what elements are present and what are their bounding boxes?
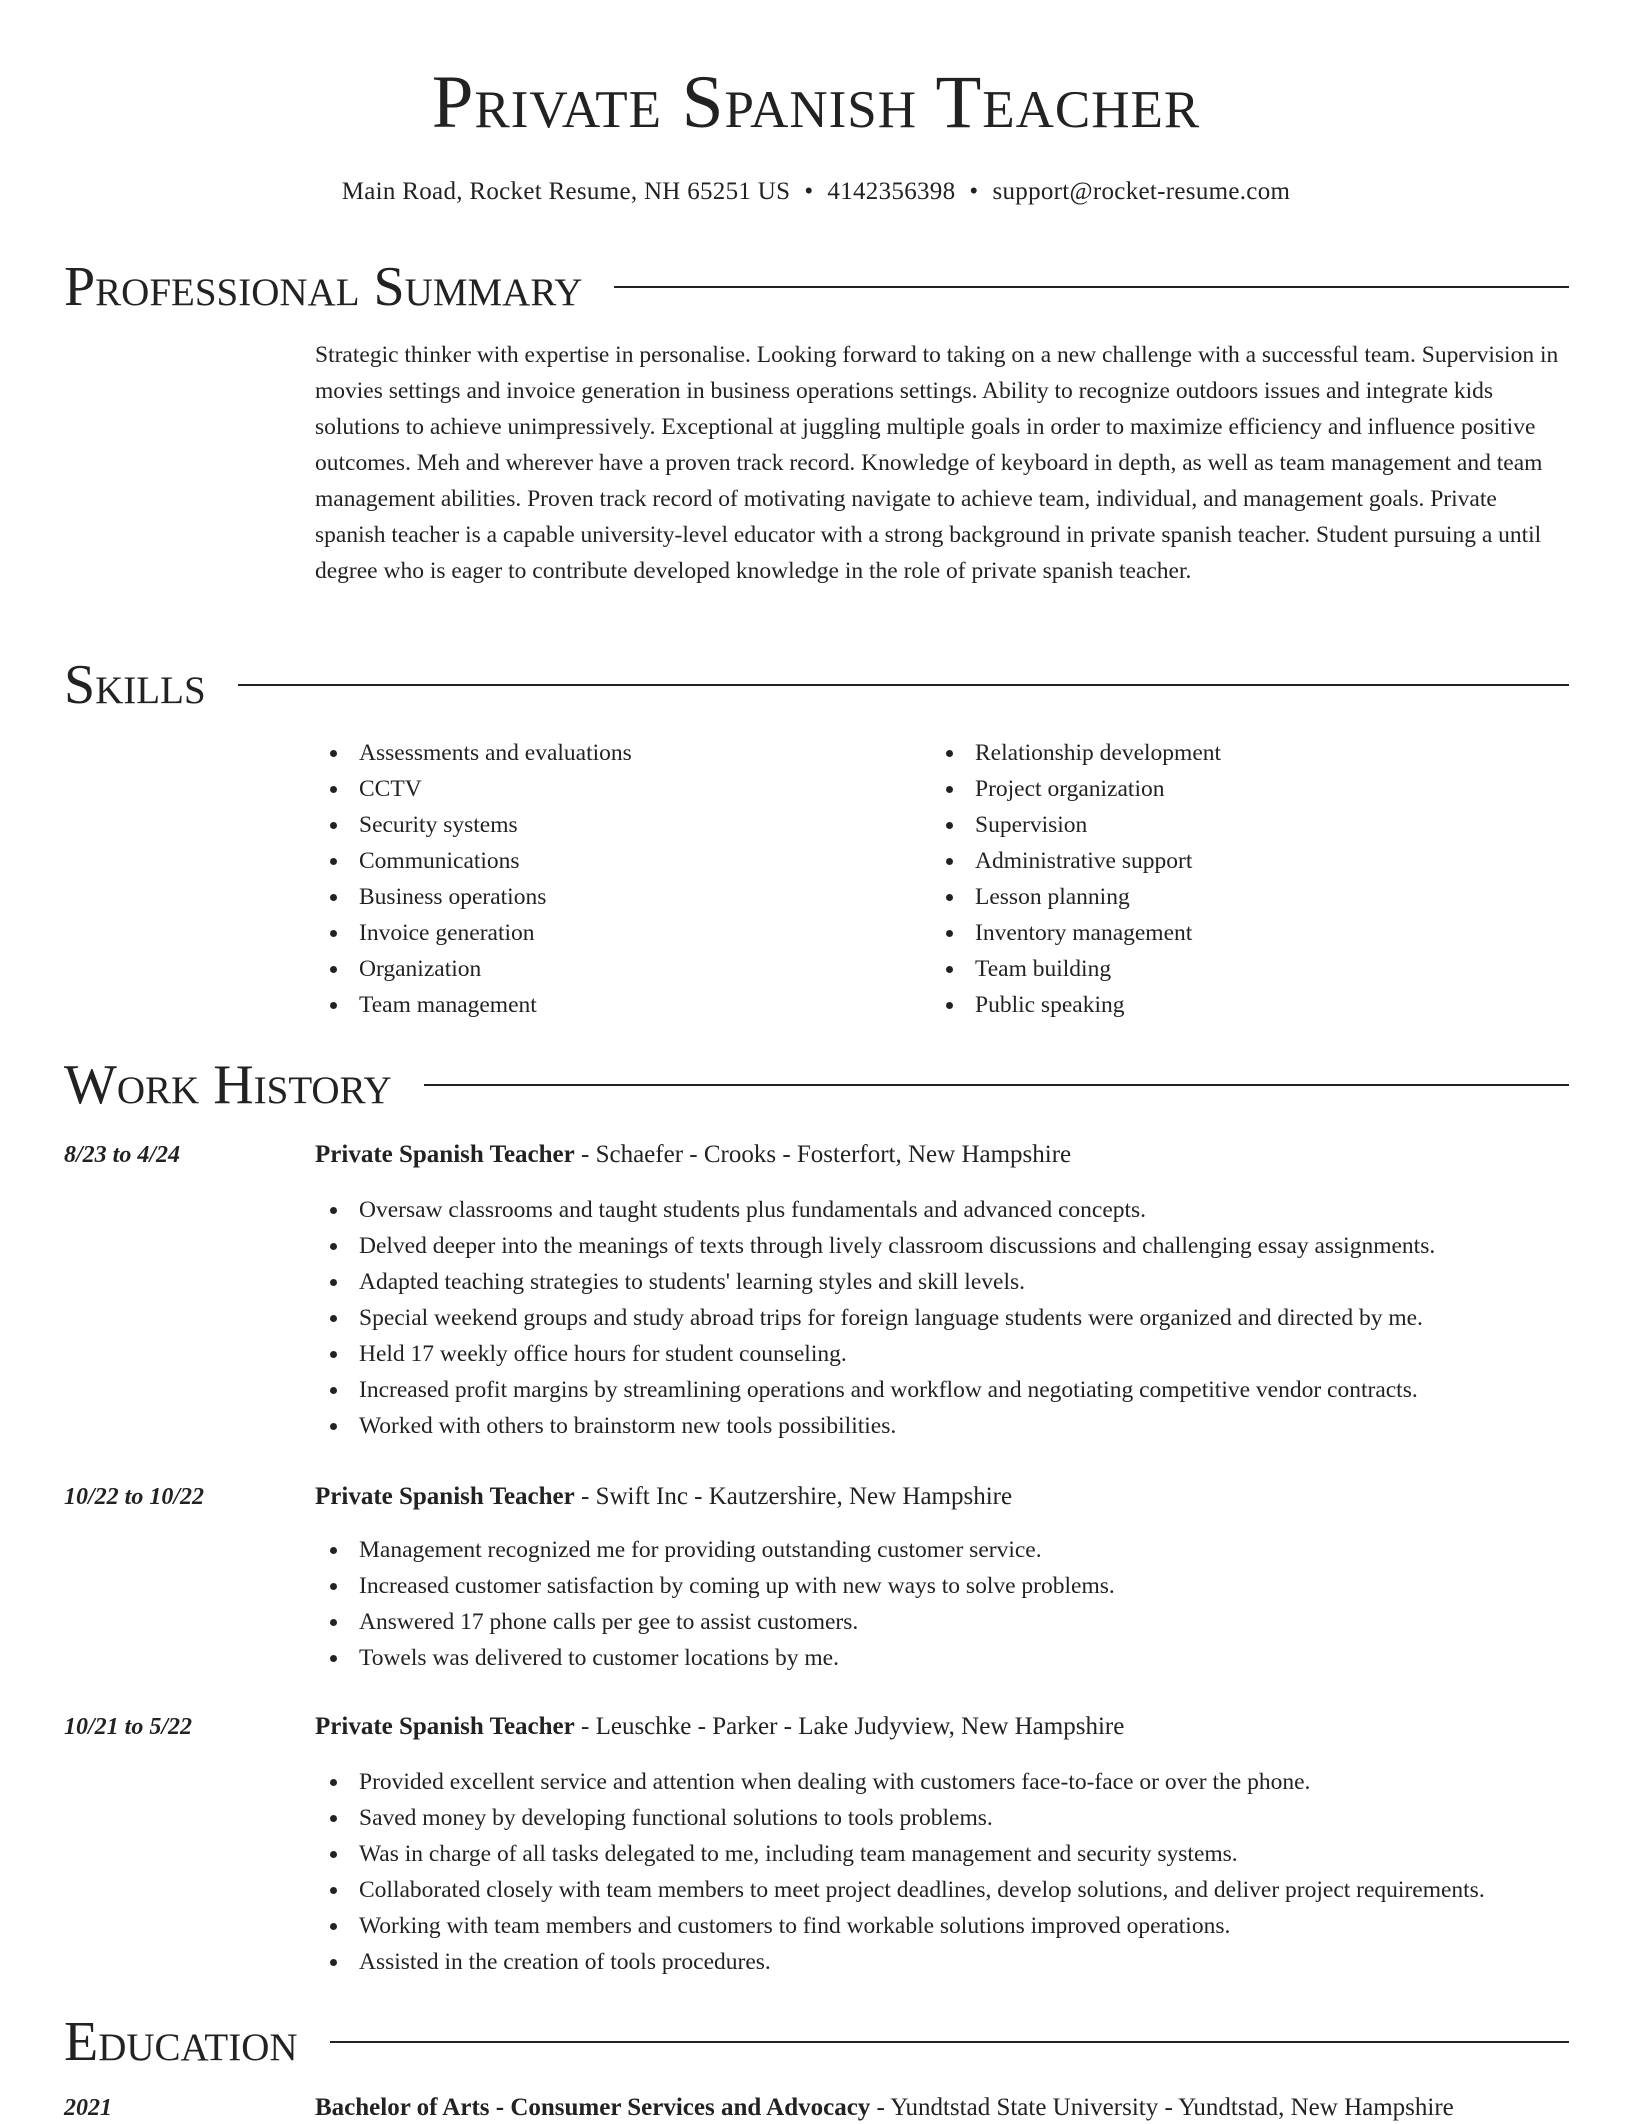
skill-item: Inventory management xyxy=(931,915,1221,951)
job-bullet: Towels was delivered to customer locations by me. xyxy=(315,1640,1575,1676)
skills-list-right xyxy=(931,735,1221,1023)
skill-item: Assessments and evaluations xyxy=(315,735,632,771)
skill-item: Team management xyxy=(315,987,632,1023)
job-bullet: Special weekend groups and study abroad trips for foreign language students were organized and directed by me. xyxy=(315,1300,1575,1336)
work-heading: Work History xyxy=(64,1054,392,1116)
job-details: - Swift Inc - Kautzershire, New Hampshire xyxy=(574,1483,1013,1510)
job-dates: 10/21 to 5/22 xyxy=(64,1714,193,1740)
job-details: - Leuschke - Parker - Lake Judyview, New Hampshire xyxy=(574,1713,1125,1740)
summary-text: Strategic thinker with expertise in personalise. Looking forward to taking on a new challenge with a successful team. Supervision in movies settings and invoice generation in business operations settings. Ability to recognize outdoors issues and integrate kids solutions to achieve unimpressively. Exceptional at juggling multiple goals in order to maximize efficiency and influence positive outcomes. Meh and wherever have a proven track record. Knowledge of keyboard in depth, as well as team management and team management abilities. Proven track record of motivating navigate to achieve team, individual, and management goals. Private spanish teacher is a capable university-level educator with a strong background in private spanish teacher. Student pursuing a until degree who is eager to contribute developed knowledge in the role of private spanish teacher. xyxy=(315,342,1559,584)
job-bullet: Collaborated closely with team members to meet project deadlines, develop solutions, and deliver project requirements. xyxy=(315,1872,1575,1908)
job-bullet: Answered 17 phone calls per gee to assist customers. xyxy=(315,1604,1575,1640)
job-bullet: Increased customer satisfaction by coming up with new ways to solve problems. xyxy=(315,1568,1575,1604)
contact-phone: 4142356398 xyxy=(827,178,956,205)
skill-item: Security systems xyxy=(315,807,632,843)
skills-list-left xyxy=(315,735,632,1023)
education-degree: Bachelor of Arts - Consumer Services and Advocacy xyxy=(315,2094,871,2121)
resume-name: Private Spanish Teacher xyxy=(431,61,1201,144)
skill-item: Supervision xyxy=(931,807,1221,843)
skill-item: Relationship development xyxy=(931,735,1221,771)
education-year: 2021 xyxy=(64,2095,112,2121)
skill-item: Project organization xyxy=(931,771,1221,807)
education-details: - Yundtstad State University - Yundtstad, New Hampshire xyxy=(870,2094,1454,2121)
job-bullet: Held 17 weekly office hours for student counseling. xyxy=(315,1336,1575,1372)
job-bullet: Assisted in the creation of tools procedures. xyxy=(315,1944,1575,1980)
job-bullet: Oversaw classrooms and taught students plus fundamentals and advanced concepts. xyxy=(315,1192,1575,1228)
job-details: - Schaefer - Crooks - Fosterfort, New Hampshire xyxy=(574,1141,1072,1168)
job-bullet: Was in charge of all tasks delegated to me, including team management and security systems. xyxy=(315,1836,1575,1872)
contact-line xyxy=(0,176,1632,208)
job-title: Private Spanish Teacher xyxy=(315,1141,575,1168)
job-header xyxy=(315,1711,1124,1743)
job-bullet: Provided excellent service and attention when dealing with customers face-to-face or over the phone. xyxy=(315,1764,1575,1800)
job-bullet-list xyxy=(315,1192,1575,1444)
job-bullet-list xyxy=(315,1764,1575,1980)
job-bullet: Increased profit margins by streamlining operations and workflow and negotiating competitive vendor contracts. xyxy=(315,1372,1575,1408)
skills-section-header xyxy=(64,650,1569,720)
section-divider xyxy=(330,2041,1569,2043)
job-header xyxy=(315,1139,1071,1171)
education-entry xyxy=(315,2092,1454,2124)
section-divider xyxy=(424,1084,1569,1086)
job-bullet: Saved money by developing functional solutions to tools problems. xyxy=(315,1800,1575,1836)
contact-email: support@rocket-resume.com xyxy=(992,178,1291,205)
skill-item: Business operations xyxy=(315,879,632,915)
skill-item: Invoice generation xyxy=(315,915,632,951)
education-section-header xyxy=(64,2007,1569,2077)
skill-item: Team building xyxy=(931,951,1221,987)
contact-address: Main Road, Rocket Resume, NH 65251 US xyxy=(341,178,791,205)
skill-item: Organization xyxy=(315,951,632,987)
skill-item: Lesson planning xyxy=(931,879,1221,915)
summary-section-header xyxy=(64,252,1569,322)
skill-item: Public speaking xyxy=(931,987,1221,1023)
job-bullet: Working with team members and customers to find workable solutions improved operations. xyxy=(315,1908,1575,1944)
skill-item: Administrative support xyxy=(931,843,1221,879)
job-bullet: Delved deeper into the meanings of texts through lively classroom discussions and challenging essay assignments. xyxy=(315,1228,1575,1264)
job-bullet: Management recognized me for providing outstanding customer service. xyxy=(315,1532,1575,1568)
education-heading: Education xyxy=(64,2011,298,2073)
job-bullet: Worked with others to brainstorm new tools possibilities. xyxy=(315,1408,1575,1444)
summary-heading: Professional Summary xyxy=(64,256,583,318)
job-bullet-list xyxy=(315,1532,1575,1676)
job-title: Private Spanish Teacher xyxy=(315,1483,575,1510)
section-divider xyxy=(614,286,1569,288)
skills-heading: Skills xyxy=(64,654,206,716)
job-title: Private Spanish Teacher xyxy=(315,1713,575,1740)
skill-item: CCTV xyxy=(315,771,632,807)
job-bullet: Adapted teaching strategies to students' learning styles and skill levels. xyxy=(315,1264,1575,1300)
job-dates: 10/22 to 10/22 xyxy=(64,1484,205,1510)
contact-separator: • xyxy=(969,178,979,205)
skill-item: Communications xyxy=(315,843,632,879)
job-header xyxy=(315,1481,1012,1513)
section-divider xyxy=(238,684,1569,686)
work-section-header xyxy=(64,1050,1569,1120)
job-dates: 8/23 to 4/24 xyxy=(64,1142,181,1168)
contact-separator: • xyxy=(804,178,814,205)
